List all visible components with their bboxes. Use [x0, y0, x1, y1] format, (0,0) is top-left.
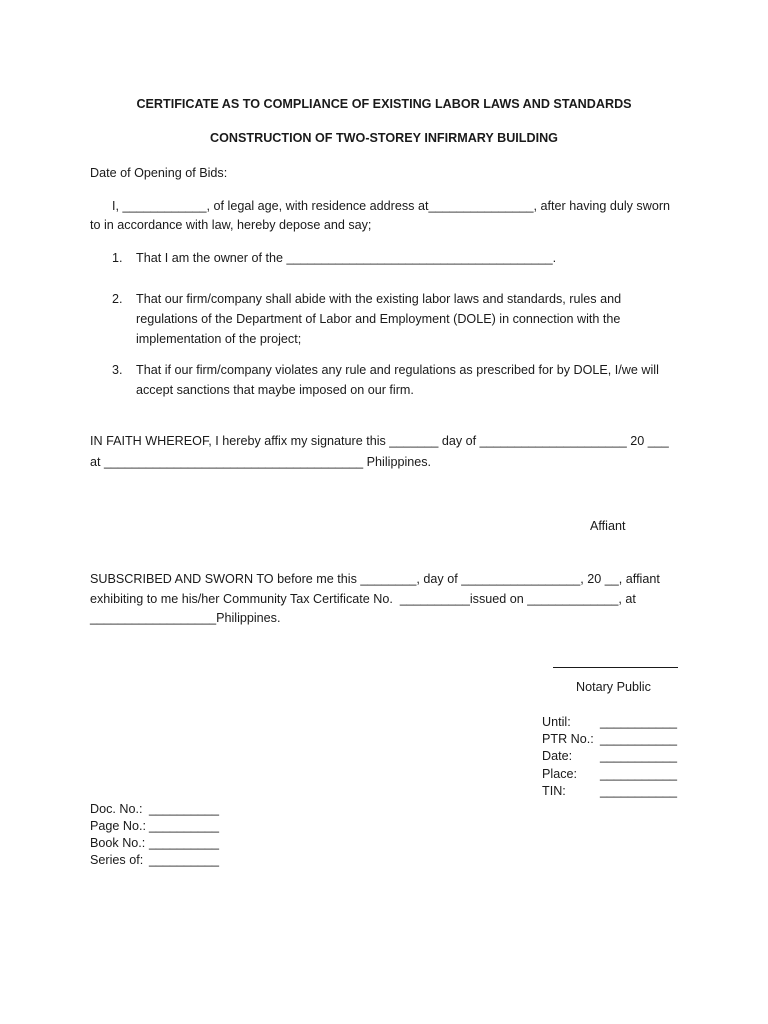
item-number: 3.: [112, 363, 123, 377]
doc-field-label: Book No.:: [90, 836, 146, 850]
notary-signature-line: [553, 667, 678, 668]
intro-line-2: to in accordance with law, hereby depose and say;: [90, 218, 372, 232]
notary-field-value: ___________: [600, 749, 678, 763]
notary-field-label: Date:: [542, 749, 573, 763]
doc-field-label: Page No.:: [90, 819, 147, 833]
intro-line-1: I, ____________, of legal age, with residence address at_______________, after having duly sworn: [112, 199, 671, 213]
doc-field-value: __________: [149, 853, 220, 867]
item-text: That if our firm/company violates any rule and regulations as prescribed for by DOLE, I/we will accept sanctions that maybe imposed on our firm.: [136, 363, 659, 397]
subscribed-line-2: exhibiting to me his/her Community Tax Certificate No. __________issued on _____________, at: [90, 592, 636, 606]
notary-field-value: ___________: [600, 732, 678, 746]
document-title: CERTIFICATE AS TO COMPLIANCE OF EXISTING LABOR LAWS AND STANDARDS: [136, 97, 632, 111]
notary-field-value: ___________: [600, 767, 678, 781]
notary-field-label: Place:: [542, 767, 578, 781]
doc-field-value: __________: [149, 802, 220, 816]
date-of-opening-label: Date of Opening of Bids:: [90, 166, 228, 180]
doc-field-value: __________: [149, 819, 220, 833]
doc-field-label: Doc. No.:: [90, 802, 143, 816]
subscribed-line-1: SUBSCRIBED AND SWORN TO before me this ________, day of _________________, 20 __, affiant: [90, 572, 660, 586]
item-text: That our firm/company shall abide with the existing labor laws and standards, rules and regulations of the Department of Labor and Employment (DOLE) in connection with the implementation of the project;: [136, 292, 622, 346]
notary-field-label: TIN:: [542, 784, 566, 798]
subscribed-line-3: __________________Philippines.: [90, 611, 281, 625]
doc-field-value: __________: [149, 836, 220, 850]
faith-line-1: IN FAITH WHEREOF, I hereby affix my signature this _______ day of _____________________ 20 ___: [90, 434, 669, 448]
doc-field-label: Series of:: [90, 853, 144, 867]
faith-line-2: at _____________________________________ Philippines.: [90, 455, 432, 469]
notary-field-label: Until:: [542, 715, 571, 729]
item-number: 2.: [112, 292, 123, 306]
notary-field-label: PTR No.:: [542, 732, 594, 746]
affiant-label: Affiant: [590, 519, 626, 533]
item-text: That I am the owner of the ______________________________________.: [136, 251, 557, 265]
notary-field-value: ___________: [600, 715, 678, 729]
document-subtitle: CONSTRUCTION OF TWO-STOREY INFIRMARY BUILDING: [210, 131, 558, 145]
item-number: 1.: [112, 251, 123, 265]
notary-public-label: Notary Public: [576, 680, 651, 694]
notary-field-value: ___________: [600, 784, 678, 798]
